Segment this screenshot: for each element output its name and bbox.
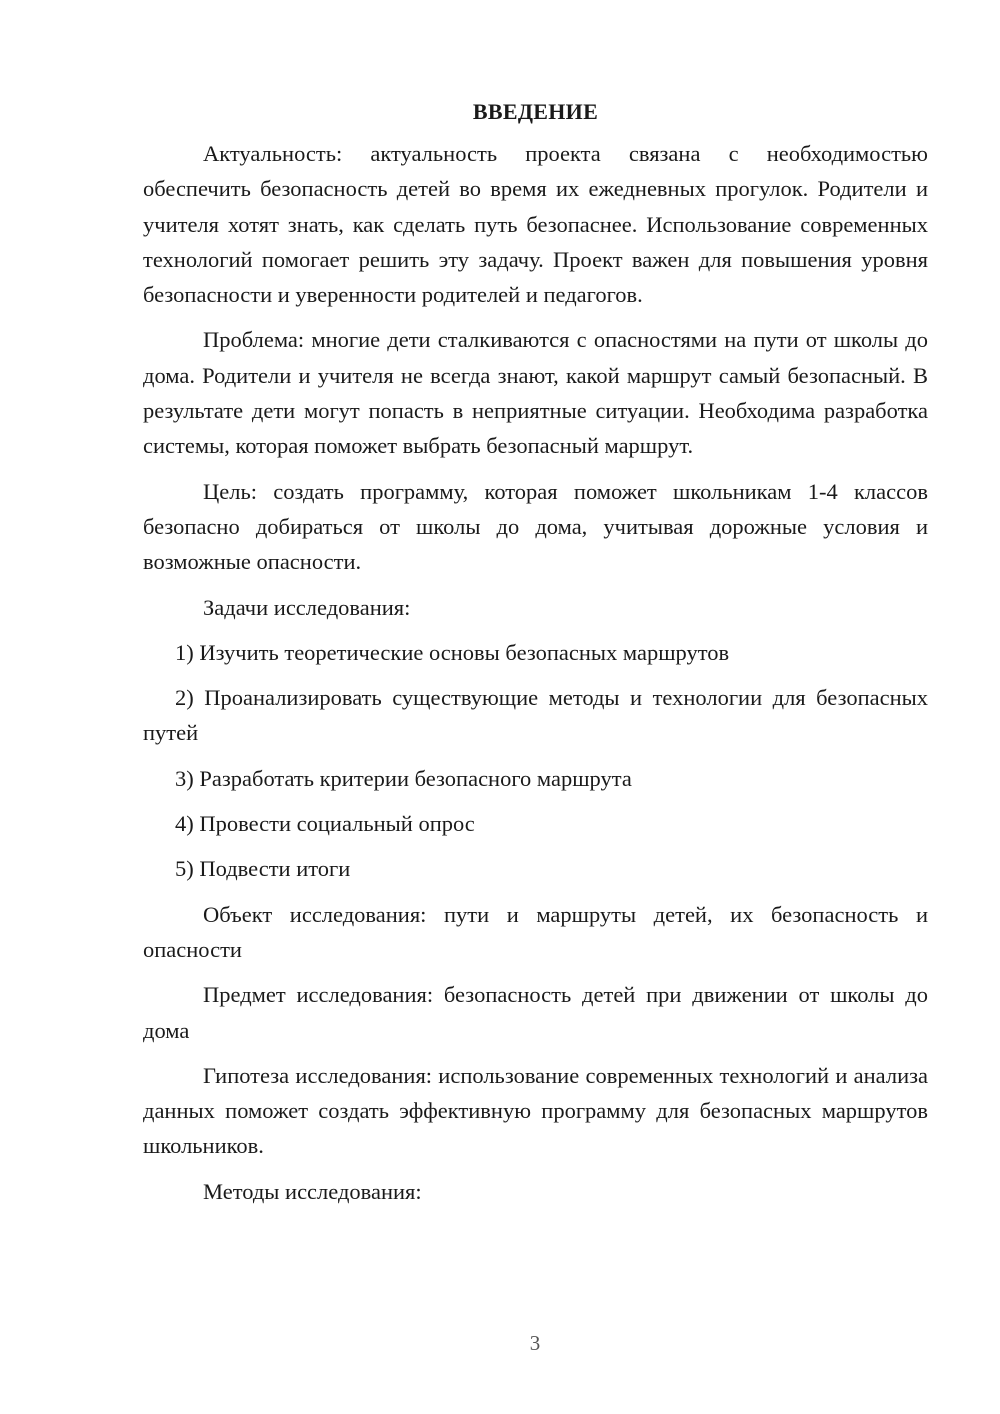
task-item: 4) Провести социальный опрос [175, 811, 475, 837]
page-title: ВВЕДЕНИЕ [472, 99, 599, 124]
subject-paragraph: Предмет исследования: безопасность детей при движении от школы до дома [143, 982, 928, 1043]
goal-paragraph: Цель: создать программу, которая поможет школьникам 1-4 классов безопасно добираться от школы до дома, учитывая дорожные условия и возможные опасности. [143, 478, 928, 575]
methods-heading: Методы исследования: [203, 1178, 422, 1204]
hypothesis-paragraph: Гипотеза исследования: использование современных технологий и анализа данных поможет создать эффективную программу для безопасных маршрутов школьников. [143, 1062, 928, 1159]
object-paragraph: Объект исследования: пути и маршруты детей, их безопасность и опасности [143, 901, 928, 962]
task-item: 1) Изучить теоретические основы безопасных маршрутов [175, 639, 730, 665]
page-content [143, 96, 928, 1219]
problem-paragraph: Проблема: многие дети сталкиваются с опасностями на пути от школы до дома. Родители и учителя не всегда знают, какой маршрут самый безопасный. В результате дети могут попасть в неприятные ситуации. Необходима разработка системы, которая поможет выбрать безопасный маршрут. [143, 327, 928, 459]
tasks-heading: Задачи исследования: [203, 594, 411, 620]
task-item: 5) Подвести итоги [175, 856, 351, 882]
relevance-paragraph: Актуальность: актуальность проекта связана с необходимостью обеспечить безопасность детей во время их ежедневных прогулок. Родители и учителя хотят знать, как сделать путь безопаснее. Использование современных технологий помогает решить эту задачу. Проект важен для повышения уровня безопасности и уверенности родителей и педагогов. [143, 141, 928, 308]
task-item: 3) Разработать критерии безопасного маршрута [175, 765, 632, 791]
task-item: 2) Проанализировать существующие методы и технологии для безопасных путей [143, 685, 928, 746]
page-number: 3 [529, 1331, 541, 1355]
